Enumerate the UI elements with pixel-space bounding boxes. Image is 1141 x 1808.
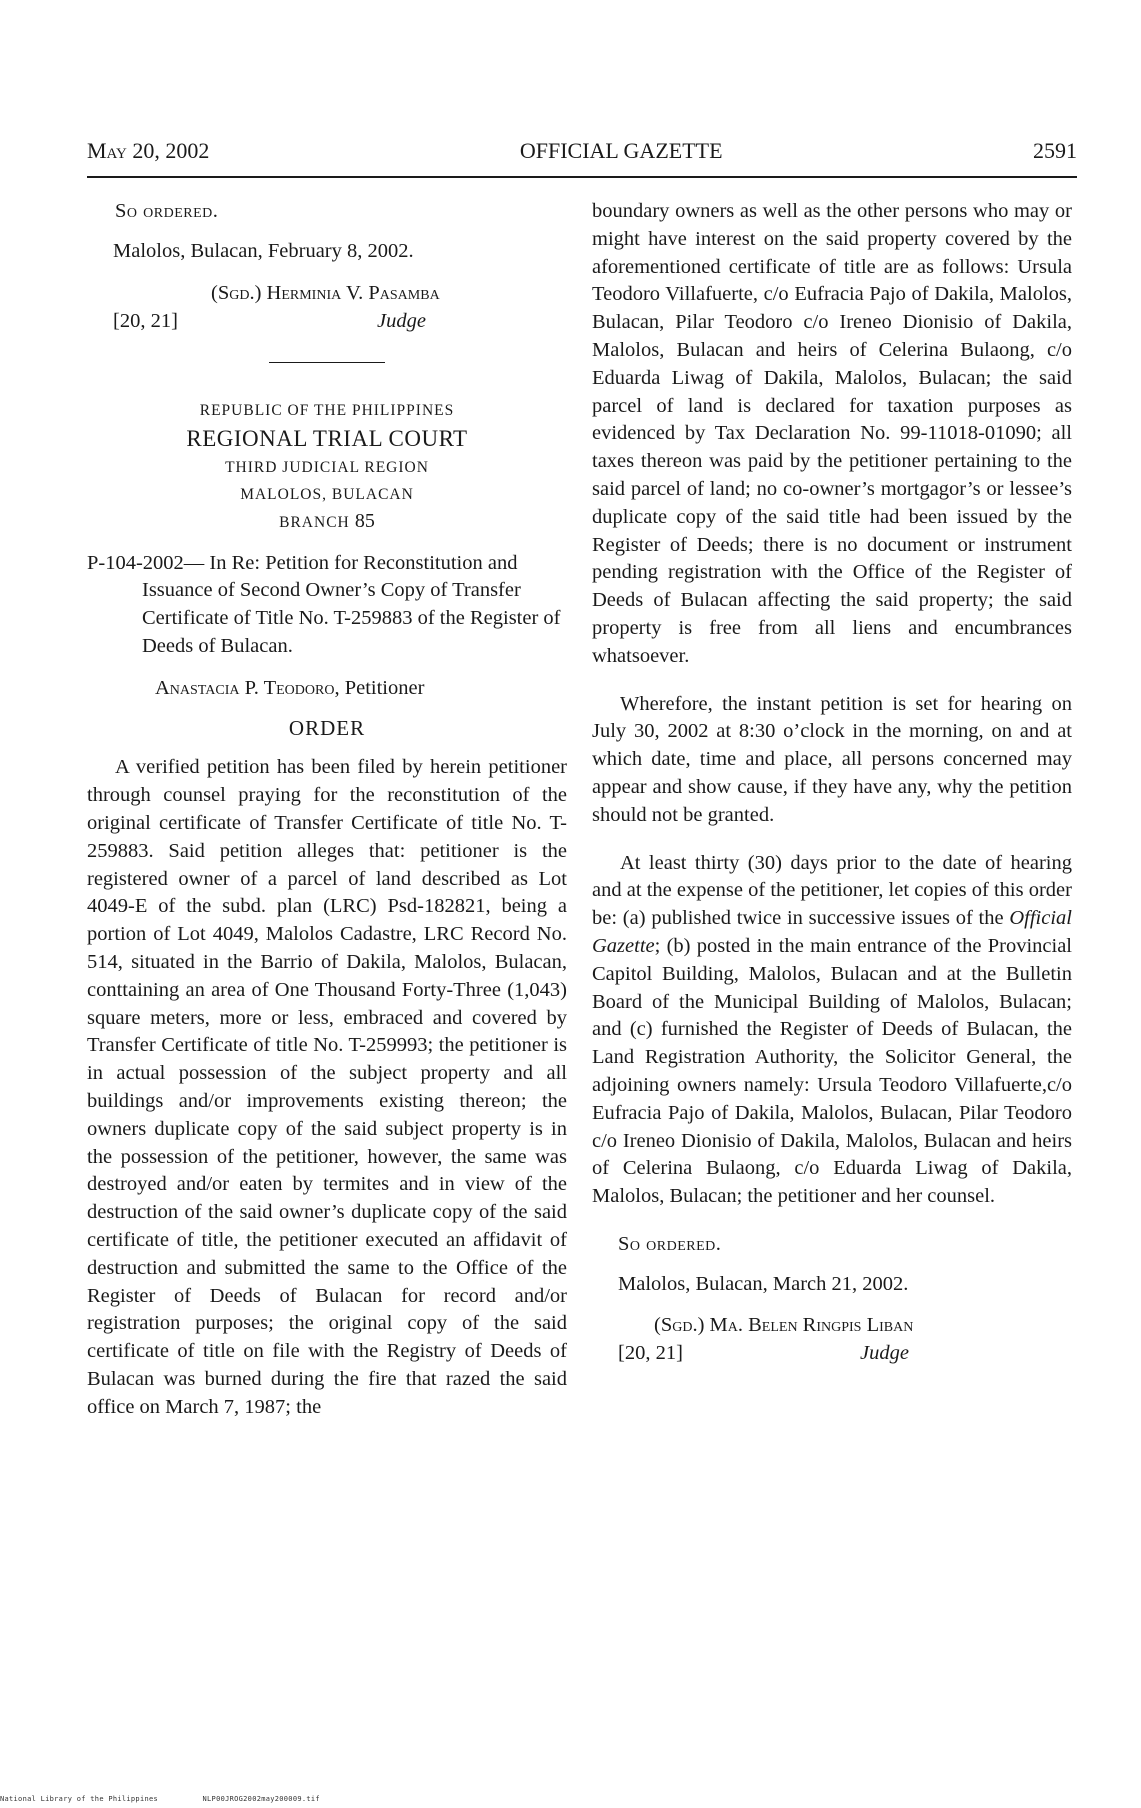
court-branch: [87, 508, 567, 536]
order-heading: ORDER: [288, 715, 366, 740]
place-date-2: Malolos, Bulacan, March 21, 2002.: [618, 1272, 909, 1295]
publication-paragraph: [592, 850, 1072, 1211]
court-name: REGIONAL TRIAL COURT: [186, 425, 468, 451]
publication-text-after: ; (b) posted in the main entrance of the Provincial Capitol Building, Malolos, Bulacan and at the Bulletin Board of the Municipal Building of Malolos, Bulacan; and (c) furnished the Register of Deeds of Bulacan, the Land Registration Authority, the Solicitor General, the adjoining owners namely: Ursula Teodoro Villafuerte,c/o Eufracia Pajo of Dakila, Malolos, Bulacan, Pilar Teodoro c/o Ireneo Dionisio of Dakila, Malolos, Bulacan and heirs of Celerina Bulaong, c/o Eduarda Liwag of Dakila, Malolos, Bulacan; the petitioner and her counsel.: [592, 934, 1072, 1208]
signature-ref-1: [20, 21]: [113, 309, 178, 332]
signature-title-2: Judge: [860, 1342, 909, 1365]
signature-ref-2: [20, 21]: [618, 1342, 683, 1365]
court-branch-label: BRANCH: [279, 513, 350, 531]
signature-block-1: [87, 280, 567, 336]
signature-title-1: Judge: [377, 309, 426, 332]
so-ordered-1: So ordered.: [115, 200, 219, 222]
so-ordered-2: So ordered.: [618, 1232, 722, 1255]
scan-footer: [0, 1795, 360, 1803]
court-republic: REPUBLIC OF THE PHILIPPINES: [199, 401, 455, 419]
petitioner-role: Petitioner: [339, 676, 425, 699]
footer-file: NLP00JROG2002may200009.tif: [202, 1795, 320, 1803]
signature-name-2: (Sgd.) Ma. Belen Ringpis Liban: [654, 1314, 914, 1337]
order-body: A verified petition has been filed by herein petitioner through counsel praying for the reconstitution of the original certificate of Transfer Certificate of title No. T-259883. Said petition alleges that: petitioner is the registered owner of a parcel of land described as Lot 4049-E of the subd. plan (LRC) Psd-182821, being a portion of Lot 4049, Malolos Cadastre, LRC Record No. 514, situated in the Barrio of Dakila, Malolos, Bulacan, conttaining an area of One Thousand Forty-Three (1,043) square meters, more or less, embraced and covered by Transfer Certificate of title No. T-259993; the petitioner is in actual possession of the subject property and all buildings and/or improvements existing thereon; the owners duplicate copy of the said subject property is in the possession of the petitioner, however, the same was destroyed and/or eaten by termites and in view of the destruction of the said owner’s duplicate copy of the said certificate of title, the petitioner executed an affidavit of destruction and submitted the same to the Office of the Register of Deeds of Bulacan for record and/or registration purposes; the original copy of the said certificate of title on file with the Registry of Deeds of Bulacan was burned during the fire that razed the said office on March 7, 1987; the: [87, 756, 567, 1418]
section-divider: [269, 362, 385, 363]
header-date: May 20, 2002: [87, 138, 210, 163]
signature-name-1: (Sgd.) Herminia V. Pasamba: [211, 281, 440, 304]
signature-block-2: [592, 1312, 1072, 1368]
publication-gazette-name: Official Gazette: [592, 907, 1072, 957]
petitioner-name: Anastacia P. Teodoro,: [155, 676, 340, 699]
header-title: OFFICIAL GAZETTE: [519, 138, 723, 163]
right-column: [592, 198, 1072, 1368]
court-region: THIRD JUDICIAL REGION: [225, 458, 429, 476]
wherefore-paragraph: Wherefore, the instant petition is set for hearing on July 30, 2002 at 8:30 o’clock in the morning, on and at which date, time and place, all persons concerned may appear and show cause, if they have any, why the petition should not be granted.: [592, 692, 1072, 826]
header-rule: [87, 176, 1077, 178]
court-heading: [87, 397, 567, 536]
page-header: [87, 138, 1077, 168]
left-column: [87, 198, 567, 1422]
petitioner-line: [87, 675, 567, 703]
header-page-number: 2591: [1033, 138, 1077, 163]
place-date-1: Malolos, Bulacan, February 8, 2002.: [113, 239, 414, 262]
case-title: P-104-2002— In Re: Petition for Reconstitution and Issuance of Second Owner’s Copy of Transfer Certificate of Title No. T-259883 of the Register of Deeds of Bulacan.: [87, 551, 561, 657]
order-body-continued: boundary owners as well as the other persons who may or might have interest on the said property covered by the aforementioned certificate of title are as follows: Ursula Teodoro Villafuerte, c/o Eufracia Pajo of Dakila, Malolos, Bulacan, Pilar Teodoro c/o Ireneo Dionisio of Dakila, Malolos, Bulacan and heirs of Celerina Bulaong, c/o Eduarda Liwag of Dakila, Malolos, Bulacan; the said parcel of land is declared for taxation purposes as evidenced by Tax Declaration No. 99-11018-01090; all taxes thereon was paid by the petitioner pertaining to the said parcel of land; no co-owner’s mortgagor’s or lessee’s duplicate copy of the said title had been issued by the Register of Deeds; there is no document or instrument pending registration with the Office of the Register of Deeds of Bulacan affecting the said property; the said property is free from all liens and encumbrances whatsoever.: [592, 200, 1072, 667]
court-location: MALOLOS, BULACAN: [240, 485, 414, 503]
court-branch-number: 85: [354, 509, 375, 532]
publication-text-before: At least thirty (30) days prior to the date of hearing and at the expense of the petitioner, let copies of this order be: (a) published twice in successive issues of the: [592, 851, 1072, 930]
footer-library: National Library of the Philippines: [0, 1795, 159, 1803]
